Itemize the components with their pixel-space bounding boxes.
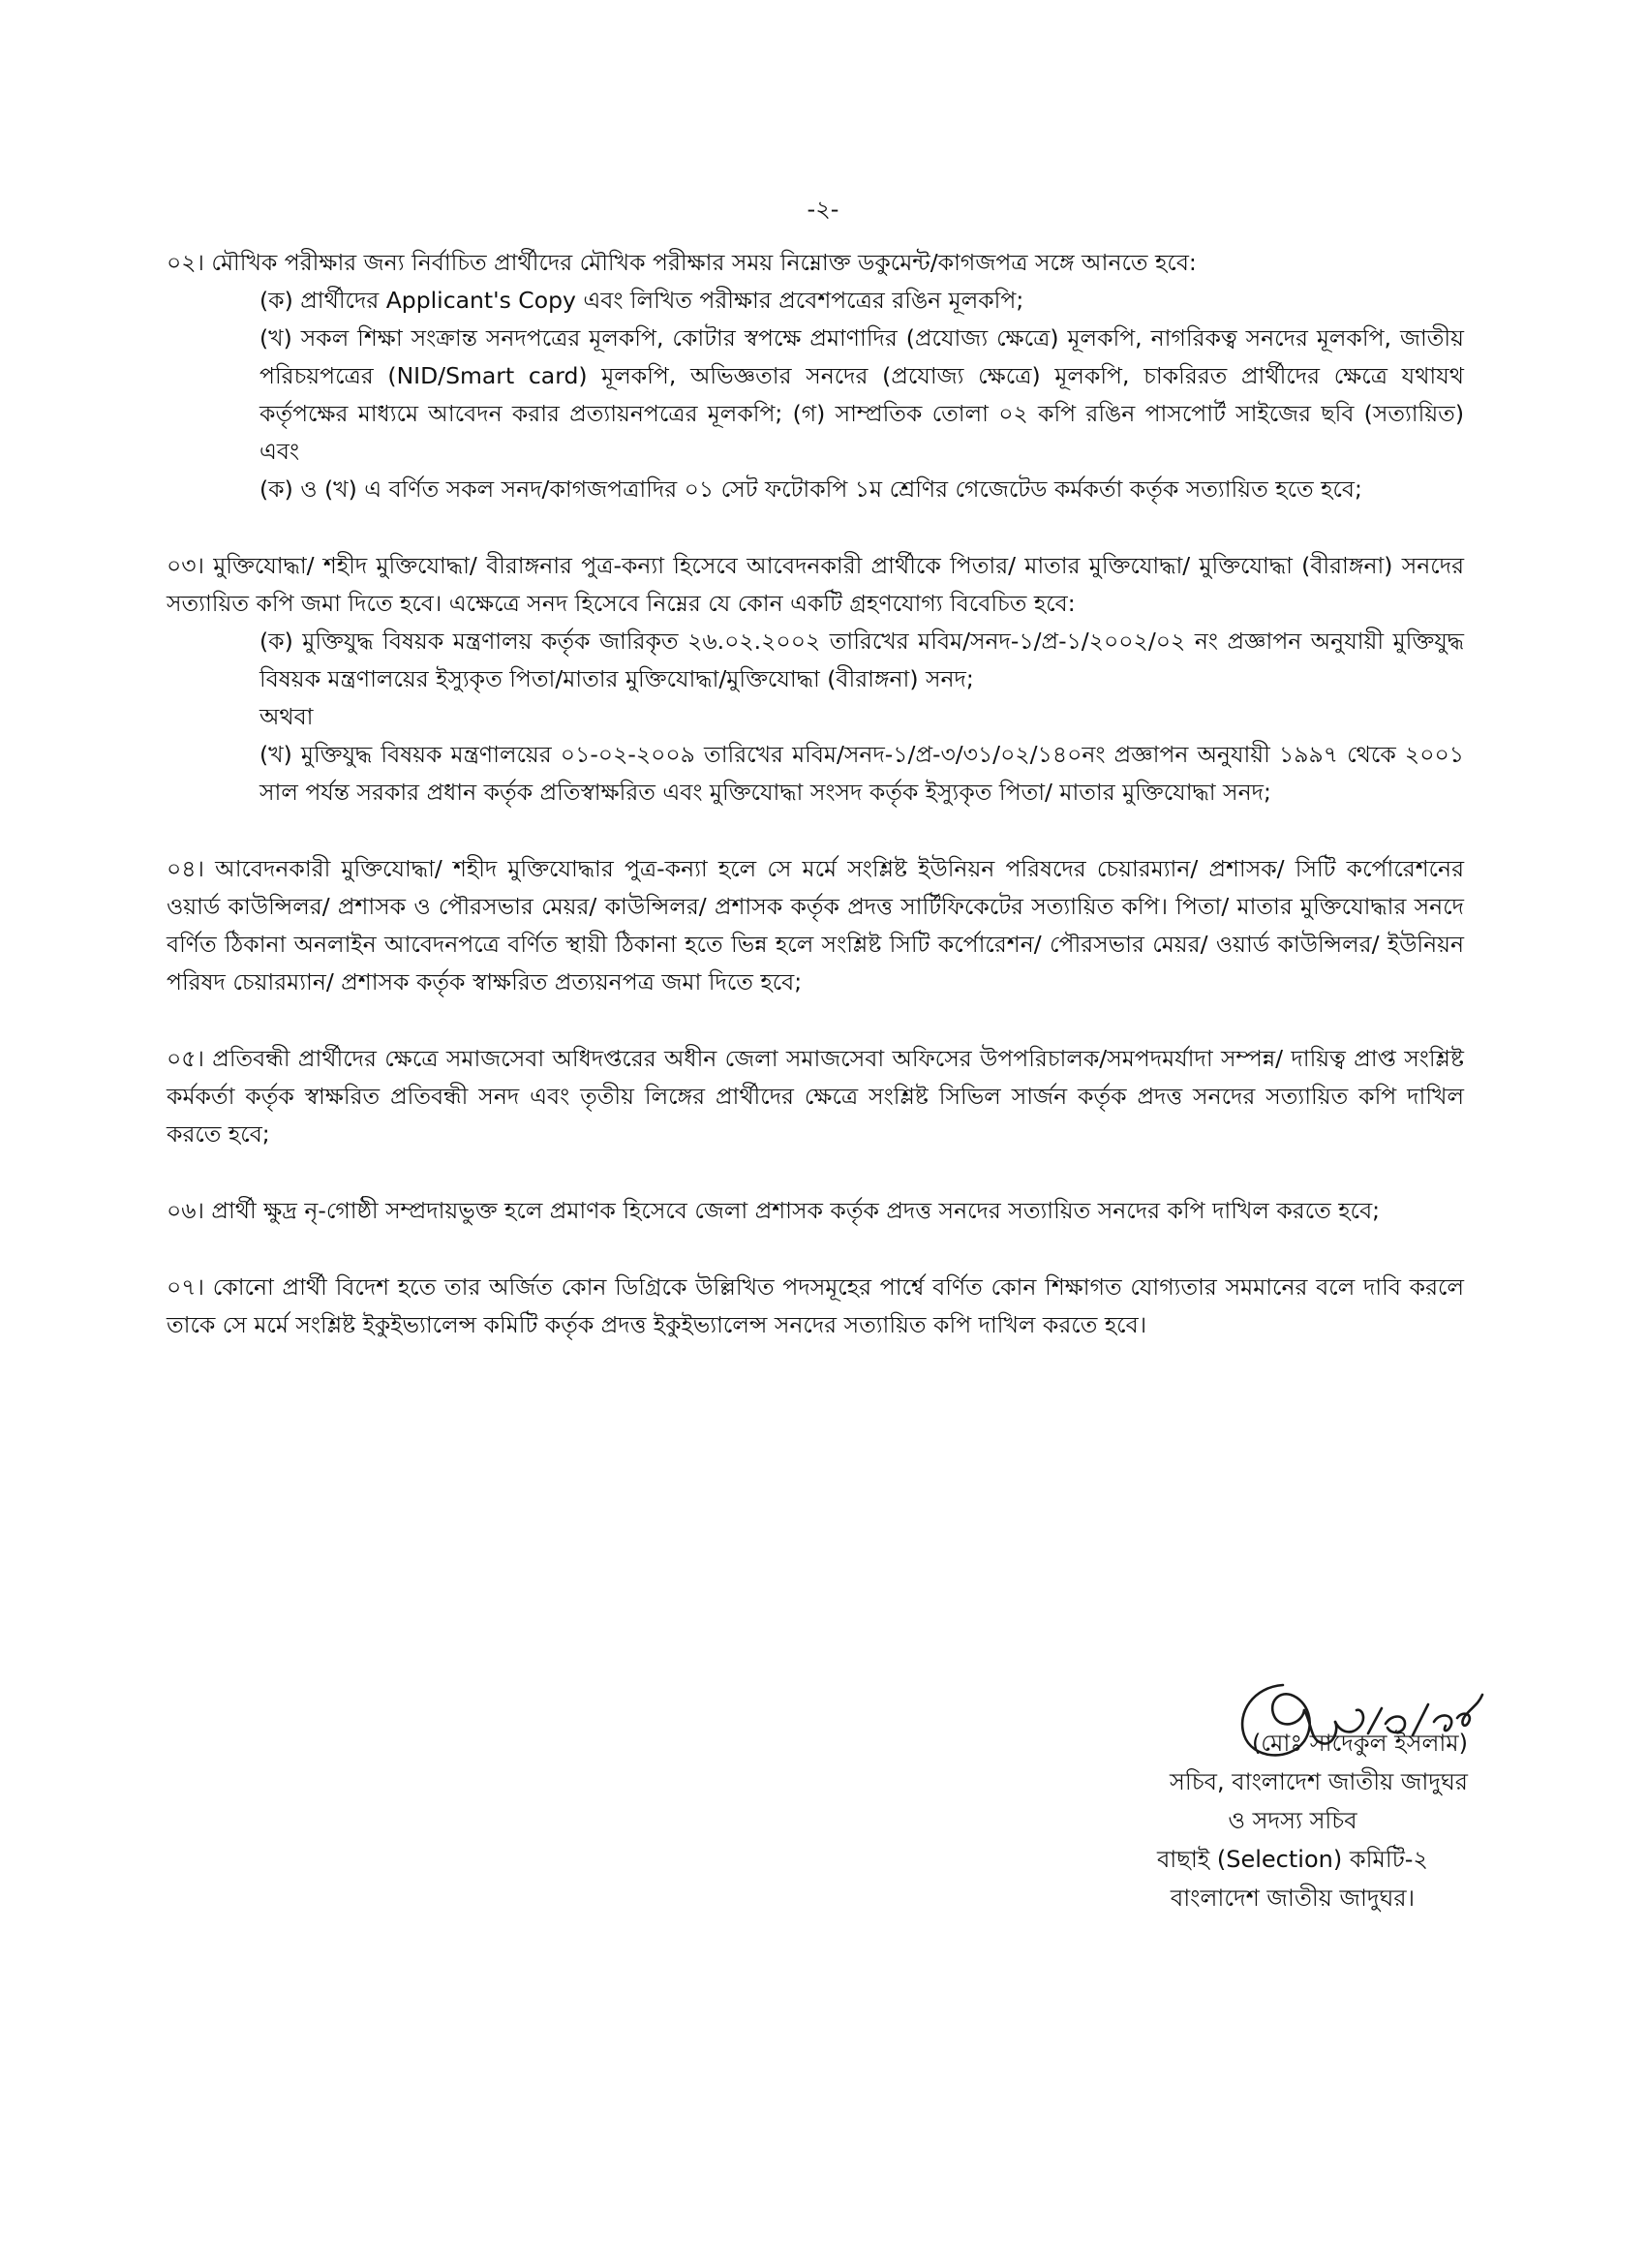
section-05-text: ০৫। প্রতিবন্ধী প্রার্থীদের ক্ষেত্রে সমাজসেবা অধিদপ্তরের অধীন জেলা সমাজসেবা অফিসের উপপরিচালক/সমপদমর্যাদা সম্পন্ন/ দায়িত্ব প্রাপ্ত সংশ্লিষ্ট কর্মকর্তা কর্তৃক স্বাক্ষরিত প্রতিবন্ধী সনদ এবং তৃতীয় লিঙ্গের প্রার্থীদের ক্ষেত্রে সংশ্লিষ্ট সিভিল সার্জন কর্তৃক প্রদত্ত সনদের সত্যায়িত কপি দাখিল করতে হবে; bbox=[167, 1045, 1464, 1148]
section-03-item-kha: (খ) মুক্তিযুদ্ধ বিষয়ক মন্ত্রণালয়ের ০১-০২-২০০৯ তারিখের মবিম/সনদ-১/প্র-৩/৩১/০২/১৪০নং প্রজ্ঞাপন অনুযায়ী ১৯৯৭ থেকে ২০০১ সাল পর্যন্ত সরকার প্রধান কর্তৃক প্রতিস্বাক্ষরিত এবং মুক্তিযোদ্ধা সংসদ কর্তৃক ইস্যুকৃত পিতা/ মাতার মুক্তিযোদ্ধা সনদ; bbox=[259, 741, 1464, 806]
signatory-designation: সচিব, বাংলাদেশ জাতীয় জাদুঘর bbox=[1170, 1768, 1468, 1795]
section-02 bbox=[167, 244, 1464, 508]
section-04-text: ০৪। আবেদনকারী মুক্তিযোদ্ধা/ শহীদ মুক্তিযোদ্ধার পুত্র-কন্যা হলে সে মর্মে সংশ্লিষ্ট ইউনিয়ন পরিষদের চেয়ারম্যান/ প্রশাসক/ সিটি কর্পোরেশনের ওয়ার্ড কাউন্সিলর/ প্রশাসক ও পৌরসভার মেয়র/ কাউন্সিলর/ প্রশাসক কর্তৃক প্রদত্ত সার্টিফিকেটের সত্যায়িত কপি। পিতা/ মাতার মুক্তিযোদ্ধার সনদে বর্ণিত ঠিকানা অনলাইন আবেদনপত্রে বর্ণিত স্থায়ী ঠিকানা হতে ভিন্ন হলে সংশ্লিষ্ট সিটি কর্পোরেশন/ পৌরসভার মেয়র/ ওয়ার্ড কাউন্সিলর/ ইউনিয়ন পরিষদ চেয়ারম্যান/ প্রশাসক কর্তৃক স্বাক্ষরিত প্রত্যয়নপত্র জমা দিতে হবে; bbox=[167, 855, 1464, 996]
signature-block bbox=[1046, 1724, 1501, 1917]
document-body bbox=[167, 244, 1464, 1383]
signatory-name: (মোঃ সাদেকুল ইসলাম) bbox=[1251, 1730, 1468, 1757]
section-07-text: ০৭। কোনো প্রার্থী বিদেশ হতে তার অর্জিত কোন ডিগ্রিকে উল্লিখিত পদসমূহের পার্শ্বে বর্ণিত কোন শিক্ষাগত যোগ্যতার সমমানের বলে দাবি করলে তাকে সে মর্মে সংশ্লিষ্ট ইকুইভ্যালেন্স কমিটি কর্তৃক প্রদত্ত ইকুইভ্যালেন্স সনদের সত্যায়িত কপি দাখিল করতে হবে। bbox=[167, 1273, 1464, 1338]
section-03-intro: ০৩। মুক্তিযোদ্ধা/ শহীদ মুক্তিযোদ্ধা/ বীরাঙ্গনার পুত্র-কন্যা হিসেবে আবেদনকারী প্রার্থীকে পিতার/ মাতার মুক্তিযোদ্ধা/ মুক্তিযোদ্ধা (বীরাঙ্গনা) সনদের সত্যায়িত কপি জমা দিতে হবে। এক্ষেত্রে সনদ হিসেবে নিম্নের যে কোন একটি গ্রহণযোগ্য বিবেচিত হবে: bbox=[167, 552, 1464, 617]
signatory-committee: বাছাই (Selection) কমিটি-২ bbox=[1156, 1846, 1429, 1873]
section-02-item-last: (ক) ও (খ) এ বর্ণিত সকল সনদ/কাগজপত্রাদির ০১ সেট ফটোকপি ১ম শ্রেণির গেজেটেড কর্মকর্তা কর্তৃক সত্যায়িত হতে হবে; bbox=[259, 475, 1362, 503]
signatory-role: ও সদস্য সচিব bbox=[1228, 1807, 1357, 1834]
section-03-item-ka: (ক) মুক্তিযুদ্ধ বিষয়ক মন্ত্রণালয় কর্তৃক জারিকৃত ২৬.০২.২০০২ তারিখের মবিম/সনদ-১/প্র-১/২০০২/০২ নং প্রজ্ঞাপন অনুযায়ী মুক্তিযুদ্ধ বিষয়ক মন্ত্রণালয়ের ইস্যুকৃত পিতা/মাতার মুক্তিযোদ্ধা/মুক্তিযোদ্ধা (বীরাঙ্গনা) সনদ; bbox=[259, 628, 1464, 692]
section-05 bbox=[167, 1040, 1464, 1153]
section-03-or: অথবা bbox=[259, 703, 314, 730]
section-02-item-ka: (ক) প্রার্থীদের Applicant's Copy এবং লিখিত পরীক্ষার প্রবেশপত্রের রঙিন মূলকপি; bbox=[259, 287, 1024, 314]
section-04 bbox=[167, 850, 1464, 1001]
section-02-intro: ০২। মৌখিক পরীক্ষার জন্য নির্বাচিত প্রার্থীদের মৌখিক পরীক্ষার সময় নিম্নোক্ত ডকুমেন্ট/কাগজপত্র সঙ্গে আনতে হবে: bbox=[167, 249, 1197, 276]
section-06-text: ০৬। প্রার্থী ক্ষুদ্র নৃ-গোষ্ঠী সম্প্রদায়ভুক্ত হলে প্রমাণক হিসেবে জেলা প্রশাসক কর্তৃক প্রদত্ত সনদের সত্যায়িত সনদের কপি দাখিল করতে হবে; bbox=[167, 1197, 1381, 1224]
page-number: -২- bbox=[807, 196, 839, 223]
signatory-organization: বাংলাদেশ জাতীয় জাদুঘর। bbox=[1170, 1885, 1416, 1912]
section-07 bbox=[167, 1269, 1464, 1344]
section-02-item-kha: (খ) সকল শিক্ষা সংক্রান্ত সনদপত্রের মূলকপি, কোটার স্বপক্ষে প্রমাণাদির (প্রযোজ্য ক্ষেত্রে) মূলকপি, নাগরিকত্ব সনদের মূলকপি, জাতীয় পরিচয়পত্রের (NID/Smart card) মূলকপি, অভিজ্ঞতার সনদের (প্রযোজ্য ক্ষেত্রে) মূলকপি, চাকরিরত প্রার্থীদের ক্ষেত্রে যথাযথ কর্তৃপক্ষের মাধ্যমে আবেদন করার প্রত্যায়নপত্রের মূলকপি; (গ) সাম্প্রতিক তোলা ০২ কপি রঙিন পাসপোর্ট সাইজের ছবি (সত্যায়িত) এবং bbox=[259, 324, 1464, 465]
section-06 bbox=[167, 1192, 1464, 1230]
section-03 bbox=[167, 547, 1464, 812]
handwritten-signature bbox=[1215, 1666, 1496, 1772]
